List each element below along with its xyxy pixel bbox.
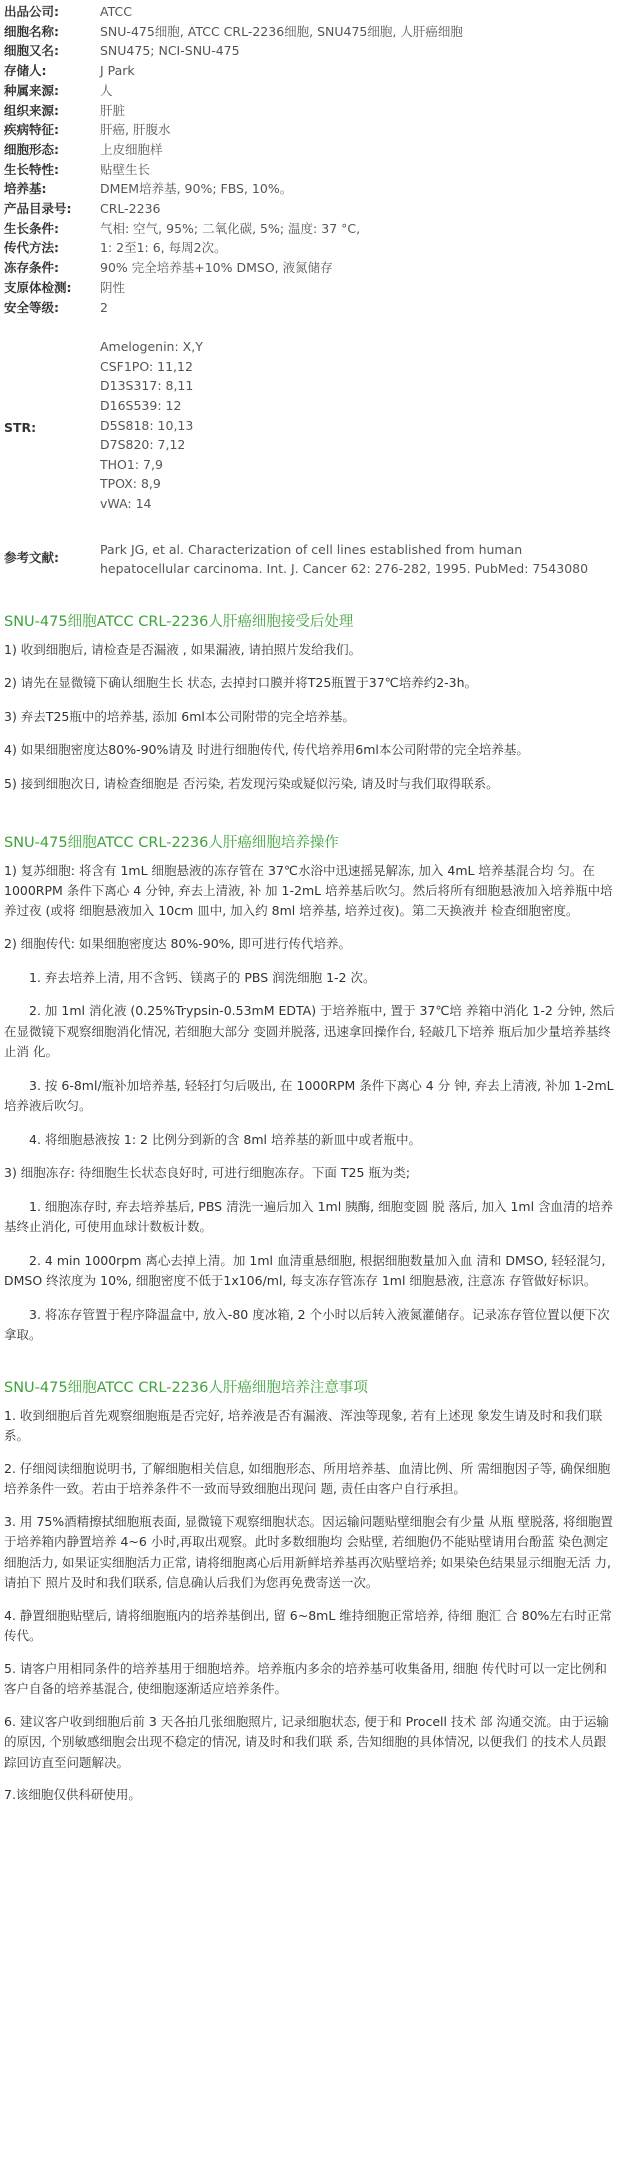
- paragraph: 4) 如果细胞密度达80%-90%请及 时进行细胞传代, 传代培养用6ml本公司附带的完全培养基。: [4, 742, 529, 758]
- info-label: 安全等级:: [4, 299, 59, 315]
- info-label: 支原体检测:: [4, 279, 72, 295]
- info-label: 生长条件:: [4, 220, 59, 236]
- info-value: SNU475; NCI-SNU-475: [100, 43, 240, 59]
- reference-row: [4, 538, 616, 579]
- paragraph: 5. 请客户用相同条件的培养基用于细胞培养。培养瓶内多余的培养基可收集备用, 细胞 传代时可以一定比例和客户自备的培养基混合, 使细胞逐渐适应培养条件。: [4, 1660, 607, 1697]
- info-label: 种属来源:: [4, 82, 59, 98]
- str-profile: [100, 317, 616, 537]
- paragraph: 1) 收到细胞后, 请检查是否漏液 , 如果漏液, 请拍照片发给我们。: [4, 641, 362, 657]
- paragraph: 2. 加 1ml 消化液 (0.25%Trypsin-0.53mM EDTA) 于培养瓶中, 置于 37℃培 养箱中消化 1-2 分钟, 然后在显微镜下观察细胞消化情况, 若细胞大部分 变圆并脱落, 迅速拿回操作台, 轻敲几下培养 瓶后加少量培养基终止消 化。: [4, 1003, 615, 1060]
- info-value: 1: 2至1: 6, 每周2次。: [100, 240, 227, 256]
- info-label: 疾病特征:: [4, 122, 59, 138]
- info-row: [4, 120, 616, 140]
- paragraph: 2) 请先在显微镜下确认细胞生长 状态, 去掉封口膜并将T25瓶置于37℃培养约2-3h。: [4, 675, 478, 691]
- info-label: 培养基:: [4, 181, 47, 197]
- info-value: 上皮细胞样: [100, 141, 163, 157]
- info-row: [4, 61, 616, 81]
- info-label: 细胞形态:: [4, 141, 59, 157]
- str-locus: D13S317: 8,11: [100, 378, 194, 394]
- info-row: [4, 219, 616, 239]
- paragraph: 1. 弃去培养上清, 用不含钙、镁离子的 PBS 润洗细胞 1-2 次。: [29, 969, 376, 985]
- info-value: 肝脏: [100, 102, 126, 118]
- info-label: 出品公司:: [4, 4, 59, 19]
- info-value: ATCC: [100, 4, 132, 19]
- paragraph: 1. 收到细胞后首先观察细胞瓶是否完好, 培养液是否有漏液、浑浊等现象, 若有上述现 象发生请及时和我们联系。: [4, 1407, 603, 1444]
- info-label: 冻存条件:: [4, 260, 59, 276]
- info-value: 阴性: [100, 279, 126, 295]
- paragraph: 3) 细胞冻存: 待细胞生长状态良好时, 可进行细胞冻存。下面 T25 瓶为类;: [4, 1165, 411, 1181]
- paragraph: 2) 细胞传代: 如果细胞密度达 80%-90%, 即可进行传代培养。: [4, 936, 351, 952]
- info-label: 细胞名称:: [4, 23, 59, 39]
- paragraph: 1) 复苏细胞: 将含有 1mL 细胞悬液的冻存管在 37℃水浴中迅速摇晃解冻, 加入 4mL 培养基混合均 匀。在 1000RPM 条件下离心 4 分钟, 弃去上清液, 补 加 1-2mL 培养基后吹匀。然后将所有细胞悬液加入培养瓶中培 养过夜 (或将 细胞悬液加入 10cm 皿中, 加入约 8ml 培养基, 培养过夜)。第二天换液并 检查细胞密度。: [4, 863, 613, 919]
- str-locus: vWA: 14: [100, 496, 152, 511]
- info-label: 组织来源:: [4, 102, 59, 118]
- info-value: J Park: [100, 63, 135, 79]
- info-value: 气相: 空气, 95%; 二氧化碳, 5%; 温度: 37 °C,: [100, 220, 361, 236]
- paragraph: 4. 静置细胞贴壁后, 请将细胞瓶内的培养基倒出, 留 6~8mL 维持细胞正常培养, 待细 胞汇 合 80%左右时正常传代。: [4, 1607, 612, 1644]
- info-row: [4, 199, 616, 219]
- str-locus: D5S818: 10,13: [100, 417, 194, 433]
- info-label: 存储人:: [4, 63, 47, 79]
- info-row: [4, 160, 616, 180]
- section-title: SNU-475细胞ATCC CRL-2236人肝癌细胞培养注意事项: [4, 1379, 368, 1396]
- str-locus: THO1: 7,9: [100, 456, 163, 472]
- info-row: [4, 179, 616, 199]
- paragraph: 3. 用 75%酒精擦拭细胞瓶表面, 显微镜下观察细胞状态。因运输问题贴壁细胞会有少量 从瓶 壁脱落, 将细胞置于培养箱内静置培养 4~6 小时,再取出观察。此时多数细胞均 会贴壁, 若细胞仍不能贴壁请用台酚蓝 染色测定细胞活力, 如果证实细胞活力正常, 请将细胞离心后用新鲜培养基再次贴壁培养; 如果染色结果显示细胞无活 力, 请拍下 照片及时和我们联系, 信息确认后我们为您再免费寄送一次。: [4, 1513, 613, 1591]
- section-notes: [4, 1378, 616, 1806]
- paragraph: 2. 4 min 1000rpm 离心去掉上清。加 1ml 血清重悬细胞, 根据细胞数量加入血 清和 DMSO, 轻轻混匀, DMSO 终浓度为 10%, 细胞密度不低于1x106/ml, 每支冻存管冻存 1ml 细胞悬液, 注意冻 存管做好标识。: [4, 1252, 606, 1289]
- paragraph: 1. 细胞冻存时, 弃去培养基后, PBS 清洗一遍后加入 1ml 胰酶, 细胞变圆 脱 落后, 加入 1ml 含血清的培养基终止消化, 可使用血球计数板计数。: [4, 1198, 614, 1235]
- info-label: 生长特性:: [4, 161, 59, 177]
- info-value: 肝癌, 肝腹水: [100, 122, 171, 138]
- info-row: [4, 101, 616, 121]
- str-row: [4, 317, 616, 537]
- info-value: 人: [100, 82, 113, 98]
- info-row: [4, 22, 616, 42]
- info-row: [4, 238, 616, 258]
- info-row: [4, 81, 616, 101]
- section-culture: [4, 833, 616, 1346]
- paragraph: 5) 接到细胞次日, 请检查细胞是 否污染, 若发现污染或疑似污染, 请及时与我们取得联系。: [4, 775, 499, 791]
- str-locus: D16S539: 12: [100, 398, 182, 414]
- paragraph: 4. 将细胞悬液按 1: 2 比例分到新的含 8ml 培养基的新皿中或者瓶中。: [29, 1131, 421, 1147]
- paragraph: 6. 建议客户收到细胞后前 3 天各拍几张细胞照片, 记录细胞状态, 便于和 Procell 技术 部 沟通交流。由于运输的原因, 个别敏感细胞会出现不稳定的情况, 请及时和我们联 系, 告知细胞的具体情况, 以便我们 的技术人员跟踪回访直至问题解决。: [4, 1713, 609, 1770]
- info-value: CRL-2236: [100, 201, 161, 217]
- info-row: [4, 140, 616, 160]
- info-row: [4, 298, 616, 318]
- info-row: [4, 258, 616, 278]
- info-value: 2: [100, 299, 108, 315]
- info-row: [4, 278, 616, 298]
- section-title: SNU-475细胞ATCC CRL-2236人肝癌细胞接受后处理: [4, 613, 354, 630]
- str-locus: TPOX: 8,9: [100, 476, 161, 492]
- reference-label: 参考文献:: [4, 550, 59, 566]
- str-label: STR:: [4, 419, 37, 435]
- info-row: [4, 41, 616, 61]
- paragraph: 7.该细胞仅供科研使用。: [4, 1787, 141, 1803]
- info-label: 传代方法:: [4, 240, 59, 256]
- str-locus: CSF1PO: 11,12: [100, 358, 193, 374]
- info-row: [4, 2, 616, 22]
- reference-text: Park JG, et al. Characterization of cell lines established from human hepatocellular carcinoma. Int. J. Cancer 62: 276-282, 1995. PubMed: 7543080: [100, 541, 589, 577]
- info-value: 贴壁生长: [100, 161, 151, 177]
- info-value: 90% 完全培养基+10% DMSO, 液氮储存: [100, 260, 333, 276]
- section-receiving: [4, 612, 616, 795]
- info-value: SNU-475细胞, ATCC CRL-2236细胞, SNU475细胞, 人肝癌细胞: [100, 23, 463, 39]
- cell-info-table: [4, 2, 616, 579]
- paragraph: 3) 弃去T25瓶中的培养基, 添加 6ml本公司附带的完全培养基。: [4, 708, 355, 724]
- section-title: SNU-475细胞ATCC CRL-2236人肝癌细胞培养操作: [4, 835, 339, 852]
- str-locus: D7S820: 7,12: [100, 437, 186, 453]
- info-value: DMEM培养基, 90%; FBS, 10%。: [100, 181, 293, 197]
- paragraph: 3. 将冻存管置于程序降温盒中, 放入-80 度冰箱, 2 个小时以后转入液氮灌储存。记录冻存管位置以便下次拿取。: [4, 1306, 610, 1343]
- info-label: 细胞又名:: [4, 43, 59, 59]
- paragraph: 3. 按 6-8ml/瓶补加培养基, 轻轻打匀后吸出, 在 1000RPM 条件下离心 4 分 钟, 弃去上清液, 补加 1-2mL 培养液后吹匀。: [4, 1077, 614, 1114]
- str-locus: Amelogenin: X,Y: [100, 339, 203, 355]
- paragraph: 2. 仔细阅读细胞说明书, 了解细胞相关信息, 如细胞形态、所用培养基、血清比例、所 需细胞因子等, 确保细胞培养条件一致。若由于培养条件不一致而导致细胞出现问 题, 责任由客户自行承担。: [4, 1460, 611, 1497]
- info-label: 产品目录号:: [4, 201, 72, 217]
